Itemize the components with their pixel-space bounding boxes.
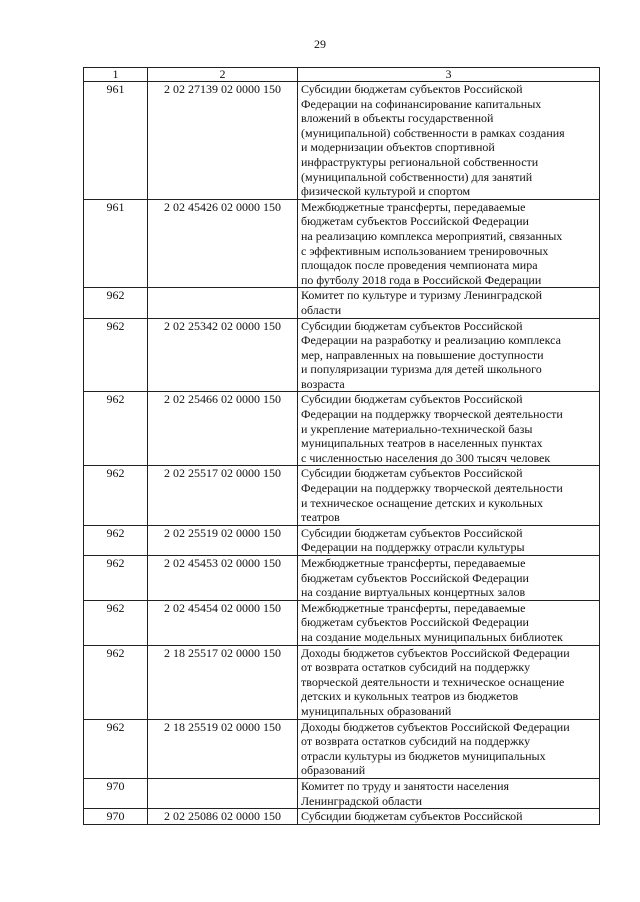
- budget-code-cell: 2 02 45453 02 0000 150: [148, 556, 298, 601]
- table-row: [84, 778, 600, 808]
- admin-code-cell: 970: [84, 809, 148, 825]
- budget-code-cell: 2 18 25517 02 0000 150: [148, 645, 298, 719]
- table-row: [84, 466, 600, 525]
- column-header-description: 3: [298, 68, 600, 82]
- admin-code-cell: 962: [84, 719, 148, 778]
- admin-code-cell: 970: [84, 778, 148, 808]
- admin-code-cell: 962: [84, 318, 148, 392]
- budget-code-cell: 2 18 25519 02 0000 150: [148, 719, 298, 778]
- budget-code-cell: 2 02 25086 02 0000 150: [148, 809, 298, 825]
- budget-classification-table: [83, 67, 600, 825]
- admin-code-cell: 962: [84, 288, 148, 318]
- description-cell: Субсидии бюджетам субъектов Российской Федерации на поддержку творческой деятельности и техническое оснащение детских и кукольных театров: [298, 466, 600, 525]
- description-cell: Субсидии бюджетам субъектов Российской Федерации на поддержку творческой деятельности и укрепление материально-технической базы муниципальных театров в населенных пунктах с численностью населения до 300 тысяч человек: [298, 392, 600, 466]
- admin-code-cell: 962: [84, 525, 148, 555]
- admin-code-cell: 962: [84, 392, 148, 466]
- budget-code-cell: 2 02 25466 02 0000 150: [148, 392, 298, 466]
- budget-code-cell: 2 02 45426 02 0000 150: [148, 199, 298, 288]
- table-row: [84, 199, 600, 288]
- table-row: [84, 288, 600, 318]
- page-number: 29: [314, 37, 326, 51]
- description-cell: Доходы бюджетов субъектов Российской Федерации от возврата остатков субсидий на поддержку творческой деятельности и техническое оснащение детских и кукольных театров из бюджетов муниципальных образований: [298, 645, 600, 719]
- description-cell: Субсидии бюджетам субъектов Российской Федерации на софинансирование капитальных вложений в объекты государственной (муниципальной) собственности в рамках создания и модернизации объектов спортивной инфраструктуры региональной собственности (муниципальной собственности) для занятий физической культурой и спортом: [298, 82, 600, 200]
- budget-code-cell: 2 02 45454 02 0000 150: [148, 600, 298, 645]
- budget-code-cell: 2 02 25342 02 0000 150: [148, 318, 298, 392]
- table-row: [84, 600, 600, 645]
- table-row: [84, 645, 600, 719]
- description-cell: Доходы бюджетов субъектов Российской Федерации от возврата остатков субсидий на поддержку отрасли культуры из бюджетов муниципальных образований: [298, 719, 600, 778]
- column-header-code: 2: [148, 68, 298, 82]
- description-cell: Субсидии бюджетам субъектов Российской Федерации на разработку и реализацию комплекса мер, направленных на повышение доступности и популяризации туризма для детей школьного возраста: [298, 318, 600, 392]
- admin-code-cell: 962: [84, 600, 148, 645]
- admin-code-cell: 962: [84, 645, 148, 719]
- description-cell: Субсидии бюджетам субъектов Российской Федерации на поддержку отрасли культуры: [298, 525, 600, 555]
- description-cell: Межбюджетные трансферты, передаваемые бюджетам субъектов Российской Федерации на реализацию комплекса мероприятий, связанных с эффективным использованием тренировочных площадок после проведения чемпионата мира по футболу 2018 года в Российской Федерации: [298, 199, 600, 288]
- description-cell: Межбюджетные трансферты, передаваемые бюджетам субъектов Российской Федерации на создание виртуальных концертных залов: [298, 556, 600, 601]
- table-header-row: [84, 68, 600, 82]
- table-row: [84, 82, 600, 200]
- table-row: [84, 556, 600, 601]
- description-cell: Межбюджетные трансферты, передаваемые бюджетам субъектов Российской Федерации на создание модельных муниципальных библиотек: [298, 600, 600, 645]
- table-row: [84, 719, 600, 778]
- table-row: [84, 318, 600, 392]
- description-cell: Субсидии бюджетам субъектов Российской: [298, 809, 600, 825]
- admin-code-cell: 962: [84, 466, 148, 525]
- budget-code-cell: 2 02 25519 02 0000 150: [148, 525, 298, 555]
- table-row: [84, 525, 600, 555]
- table-row: [84, 392, 600, 466]
- description-cell: Комитет по культуре и туризму Ленинградской области: [298, 288, 600, 318]
- budget-code-cell: 2 02 27139 02 0000 150: [148, 82, 298, 200]
- admin-code-cell: 962: [84, 556, 148, 601]
- budget-code-cell: [148, 778, 298, 808]
- table-row: [84, 809, 600, 825]
- column-header-admin: 1: [84, 68, 148, 82]
- budget-code-cell: [148, 288, 298, 318]
- description-cell: Комитет по труду и занятости населения Ленинградской области: [298, 778, 600, 808]
- admin-code-cell: 961: [84, 199, 148, 288]
- budget-code-cell: 2 02 25517 02 0000 150: [148, 466, 298, 525]
- admin-code-cell: 961: [84, 82, 148, 200]
